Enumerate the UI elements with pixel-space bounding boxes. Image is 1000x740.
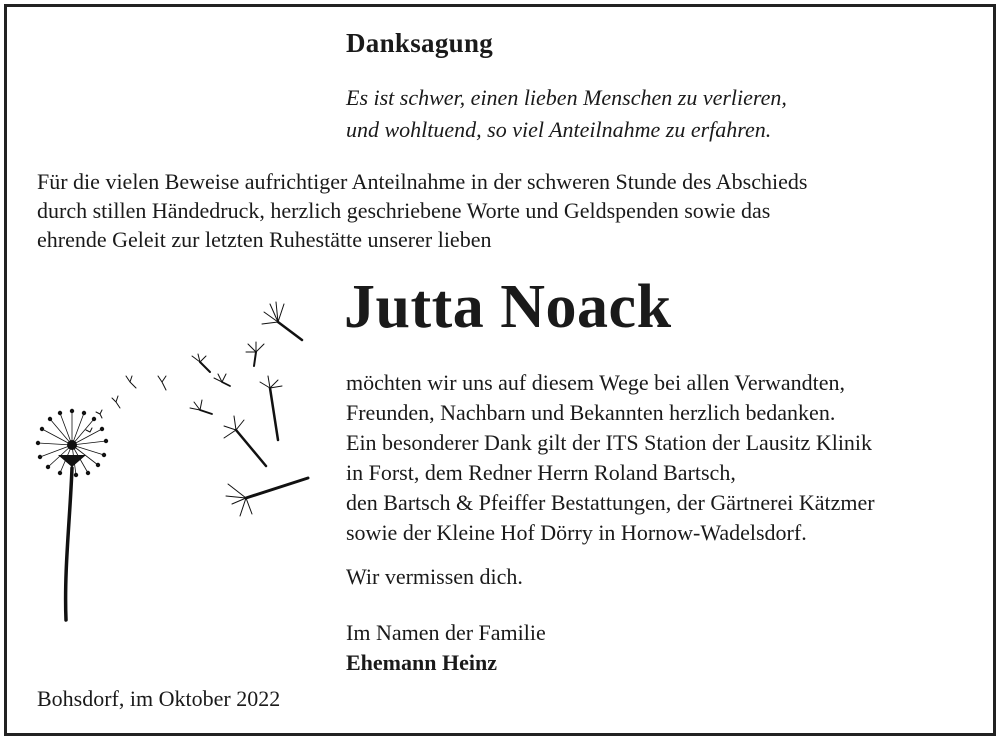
dandelion-icon xyxy=(30,290,330,630)
thanks-line: möchten wir uns auf diesem Wege bei allen Verwandten, xyxy=(346,370,845,395)
motto-quote xyxy=(346,82,787,146)
thanks-paragraph xyxy=(346,368,875,548)
family-line: Im Namen der Familie xyxy=(346,620,546,645)
intro-paragraph xyxy=(37,167,807,254)
intro-line: Für die vielen Beweise aufrichtiger Anteilnahme in der schweren Stunde des Abschieds xyxy=(37,169,808,194)
thanks-line: in Forst, dem Redner Herrn Roland Bartsch, xyxy=(346,460,736,485)
place-date: Bohsdorf, im Oktober 2022 xyxy=(37,686,281,711)
family-signature xyxy=(346,618,546,678)
intro-line: ehrende Geleit zur letzten Ruhestätte unserer lieben xyxy=(37,227,492,252)
deceased-name: Jutta Noack xyxy=(344,273,672,341)
motto-line: Es ist schwer, einen lieben Menschen zu verlieren, xyxy=(346,85,787,110)
thanks-line: sowie der Kleine Hof Dörry in Hornow-Wadelsdorf. xyxy=(346,520,807,545)
thanks-line: Ein besonderer Dank gilt der ITS Station der Lausitz Klinik xyxy=(346,430,873,455)
intro-line: durch stillen Händedruck, herzlich geschriebene Worte und Geldspenden sowie das xyxy=(37,198,771,223)
thanks-line: den Bartsch & Pfeiffer Bestattungen, der Gärtnerei Kätzmer xyxy=(346,490,875,515)
closing-line: Wir vermissen dich. xyxy=(346,564,523,589)
thanks-line: Freunden, Nachbarn und Bekannten herzlich bedanken. xyxy=(346,400,836,425)
motto-line: und wohltuend, so viel Anteilnahme zu erfahren. xyxy=(346,117,772,142)
signature: Ehemann Heinz xyxy=(346,650,497,675)
heading: Danksagung xyxy=(346,28,494,58)
